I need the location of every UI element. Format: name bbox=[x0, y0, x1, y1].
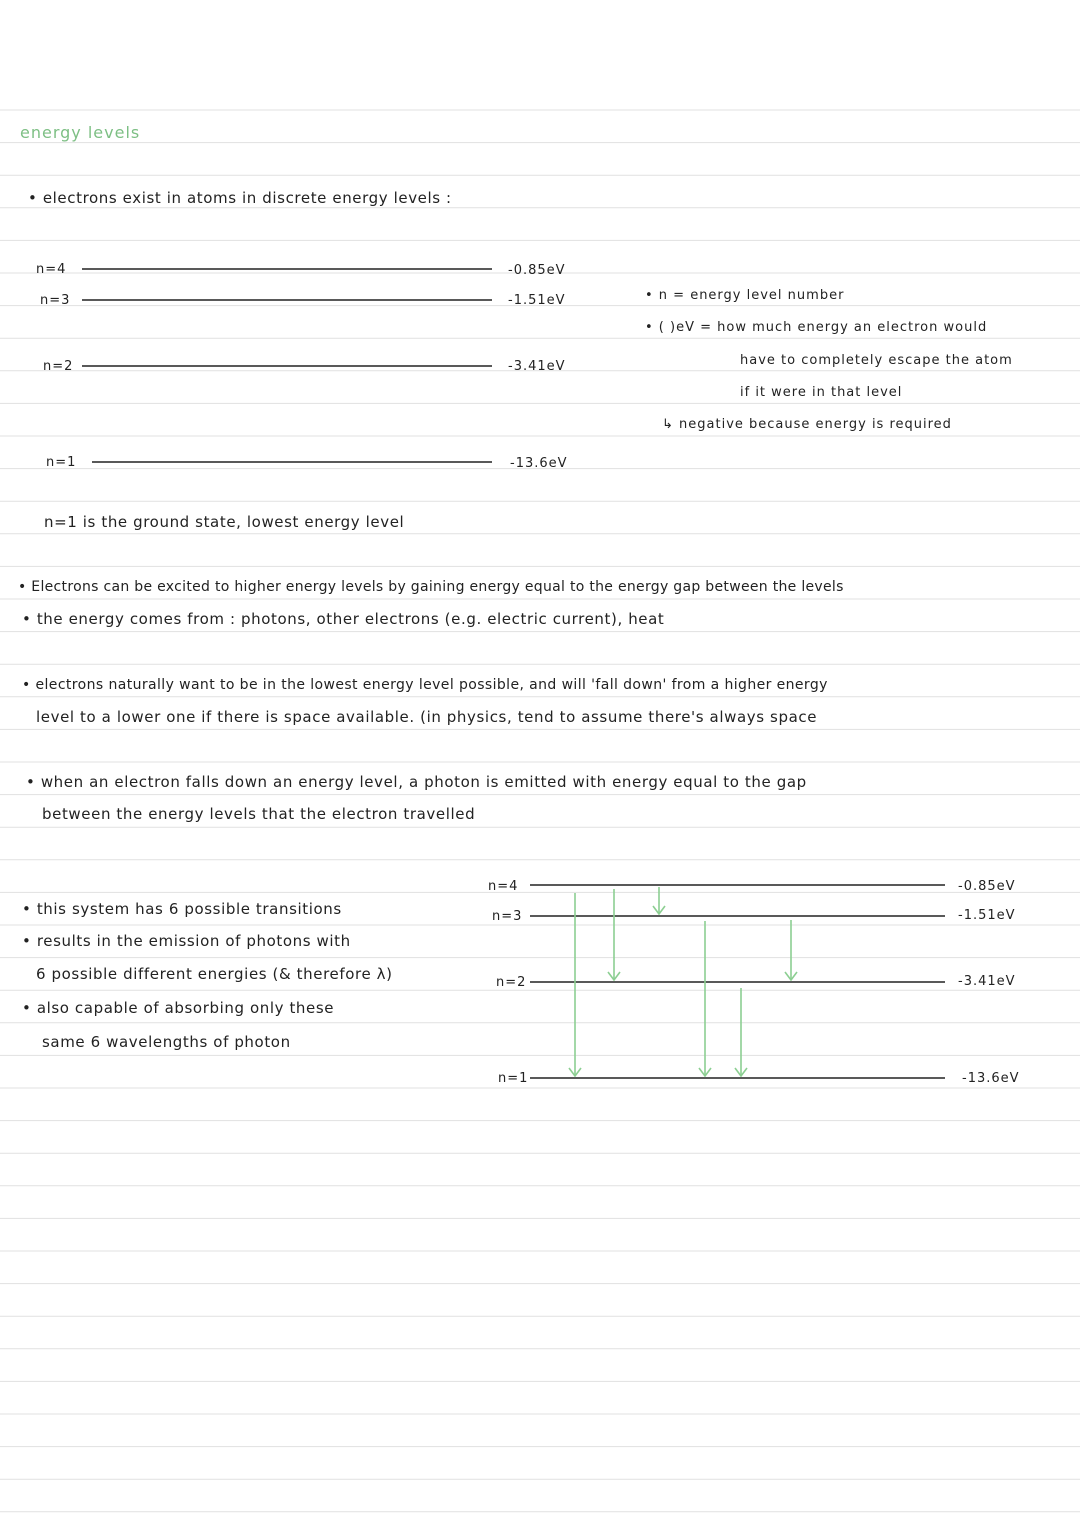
fall-down-line-2: level to a lower one if there is space available. (in physics, tend to assume there's always space bbox=[36, 708, 818, 726]
excitation-line-1: • Electrons can be excited to higher energy levels by gaining energy equal to the energy gap between the levels bbox=[18, 579, 844, 595]
note-ev-definition-4: ↳ negative because energy is required bbox=[662, 417, 952, 432]
level-energy-n3: -1.51eV bbox=[508, 293, 566, 308]
note-ev-definition-3: if it were in that level bbox=[740, 385, 903, 400]
level-energy-n2: -3.41eV bbox=[508, 359, 566, 374]
arrow-4-to-3 bbox=[653, 887, 665, 914]
emission-line-2: between the energy levels that the electron travelled bbox=[42, 805, 476, 823]
level-label-n1: n=1 bbox=[46, 455, 77, 470]
level-energy-n3-bottom: -1.51eV bbox=[958, 908, 1016, 923]
level-label-n4-bottom: n=4 bbox=[488, 879, 519, 894]
emission-line-1: • when an electron falls down an energy level, a photon is emitted with energy equal to the gap bbox=[26, 773, 807, 791]
intro-text: • electrons exist in atoms in discrete energy levels : bbox=[28, 189, 452, 207]
transitions-line-5: same 6 wavelengths of photon bbox=[42, 1033, 291, 1051]
level-label-n4: n=4 bbox=[36, 262, 67, 277]
transitions-line-3: 6 possible different energies (& therefore λ) bbox=[36, 965, 393, 983]
level-label-n3-bottom: n=3 bbox=[492, 909, 523, 924]
note-n-definition: • n = energy level number bbox=[645, 288, 845, 303]
excitation-line-2: • the energy comes from : photons, other electrons (e.g. electric current), heat bbox=[22, 610, 665, 628]
arrow-3-to-1 bbox=[699, 921, 711, 1076]
level-energy-n2-bottom: -3.41eV bbox=[958, 974, 1016, 989]
transitions-line-2: • results in the emission of photons with bbox=[22, 932, 351, 950]
energy-level-diagram-top bbox=[82, 269, 492, 462]
level-energy-n1: -13.6eV bbox=[510, 456, 568, 471]
note-ev-definition-1: • ( )eV = how much energy an electron would bbox=[645, 320, 988, 335]
arrow-4-to-2 bbox=[608, 889, 620, 980]
arrow-3-to-2 bbox=[785, 920, 797, 980]
energy-level-diagram-bottom bbox=[530, 885, 945, 1078]
note-ev-definition-2: have to completely escape the atom bbox=[740, 353, 1013, 368]
ground-state-text: n=1 is the ground state, lowest energy level bbox=[44, 513, 405, 531]
level-label-n2-bottom: n=2 bbox=[496, 975, 527, 990]
page-title: energy levels bbox=[20, 123, 141, 142]
transitions-line-4: • also capable of absorbing only these bbox=[22, 999, 335, 1017]
level-label-n3: n=3 bbox=[40, 293, 71, 308]
level-energy-n4: -0.85eV bbox=[508, 263, 566, 278]
arrow-4-to-1 bbox=[569, 893, 581, 1076]
level-energy-n4-bottom: -0.85eV bbox=[958, 879, 1016, 894]
arrow-2-to-1 bbox=[735, 988, 747, 1076]
level-label-n2: n=2 bbox=[43, 359, 74, 374]
fall-down-line-1: • electrons naturally want to be in the lowest energy level possible, and will 'fall down' from a higher energy bbox=[22, 677, 828, 693]
level-label-n1-bottom: n=1 bbox=[498, 1071, 529, 1086]
level-energy-n1-bottom: -13.6eV bbox=[962, 1071, 1020, 1086]
transitions-line-1: • this system has 6 possible transitions bbox=[22, 900, 342, 918]
